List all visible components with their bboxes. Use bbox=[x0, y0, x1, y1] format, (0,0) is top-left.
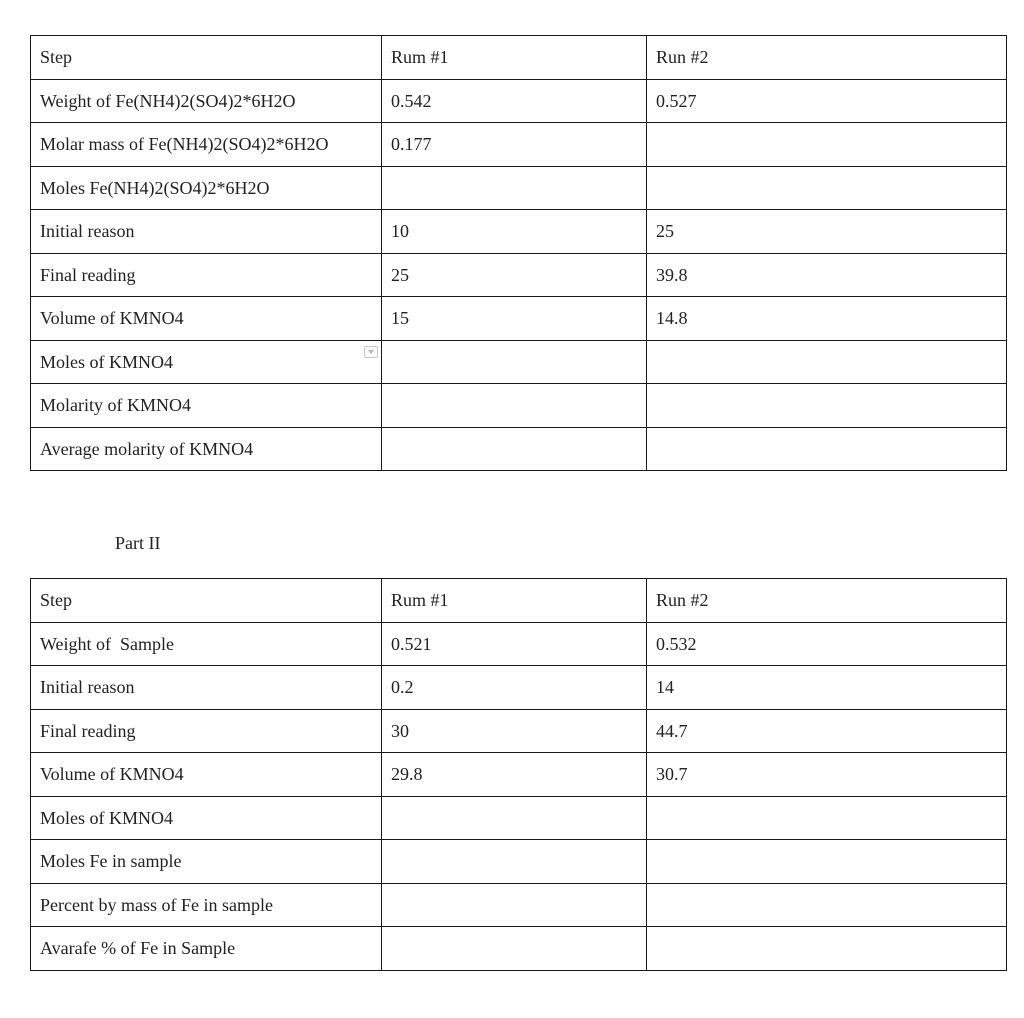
header-run1-cell[interactable]: Rum #1 bbox=[382, 36, 647, 80]
run2-cell[interactable]: 30.7 bbox=[647, 753, 1007, 797]
run2-cell[interactable]: 44.7 bbox=[647, 709, 1007, 753]
table-row bbox=[31, 79, 1007, 123]
step-cell[interactable]: Average molarity of KMNO4 bbox=[31, 427, 382, 471]
table-row bbox=[31, 253, 1007, 297]
table-row bbox=[31, 796, 1007, 840]
cell-dropdown-icon[interactable] bbox=[364, 346, 378, 358]
table-row bbox=[31, 123, 1007, 167]
run2-cell[interactable]: 14.8 bbox=[647, 297, 1007, 341]
run1-cell[interactable]: 0.177 bbox=[382, 123, 647, 167]
run2-cell[interactable] bbox=[647, 883, 1007, 927]
run1-cell[interactable]: 10 bbox=[382, 210, 647, 254]
table-row bbox=[31, 753, 1007, 797]
run2-cell[interactable] bbox=[647, 427, 1007, 471]
header-run1-cell[interactable]: Rum #1 bbox=[382, 579, 647, 623]
run1-cell[interactable]: 15 bbox=[382, 297, 647, 341]
table-row bbox=[31, 340, 1007, 384]
run2-cell[interactable] bbox=[647, 927, 1007, 971]
step-cell[interactable]: Final reading bbox=[31, 253, 382, 297]
step-cell[interactable]: Moles Fe(NH4)2(SO4)2*6H2O bbox=[31, 166, 382, 210]
part1-table bbox=[30, 35, 1007, 471]
table-row bbox=[31, 297, 1007, 341]
run1-cell[interactable] bbox=[382, 340, 647, 384]
run1-cell[interactable]: 25 bbox=[382, 253, 647, 297]
step-cell[interactable]: Moles of KMNO4 bbox=[31, 796, 382, 840]
run2-cell[interactable] bbox=[647, 340, 1007, 384]
part2-heading: Part II bbox=[115, 533, 161, 553]
run2-cell[interactable]: 14 bbox=[647, 666, 1007, 710]
run1-cell[interactable]: 0.2 bbox=[382, 666, 647, 710]
run1-cell[interactable] bbox=[382, 427, 647, 471]
step-cell[interactable]: Molar mass of Fe(NH4)2(SO4)2*6H2O bbox=[31, 123, 382, 167]
step-cell[interactable]: Molarity of KMNO4 bbox=[31, 384, 382, 428]
run1-cell[interactable]: 0.542 bbox=[382, 79, 647, 123]
run1-cell[interactable] bbox=[382, 840, 647, 884]
table-row bbox=[31, 840, 1007, 884]
run2-cell[interactable]: 0.532 bbox=[647, 622, 1007, 666]
run1-cell[interactable]: 30 bbox=[382, 709, 647, 753]
run1-cell[interactable] bbox=[382, 883, 647, 927]
step-cell[interactable]: Weight of Fe(NH4)2(SO4)2*6H2O bbox=[31, 79, 382, 123]
run1-cell[interactable] bbox=[382, 927, 647, 971]
run2-cell[interactable] bbox=[647, 123, 1007, 167]
table-row bbox=[31, 883, 1007, 927]
header-step-cell[interactable]: Step bbox=[31, 36, 382, 80]
table-row bbox=[31, 384, 1007, 428]
step-cell-text: Moles of KMNO4 bbox=[40, 351, 173, 372]
run2-cell[interactable] bbox=[647, 840, 1007, 884]
table-row bbox=[31, 927, 1007, 971]
run1-cell[interactable]: 0.521 bbox=[382, 622, 647, 666]
step-cell[interactable]: Percent by mass of Fe in sample bbox=[31, 883, 382, 927]
table-row bbox=[31, 210, 1007, 254]
run2-cell[interactable] bbox=[647, 166, 1007, 210]
step-cell[interactable] bbox=[31, 340, 382, 384]
run2-cell[interactable]: 39.8 bbox=[647, 253, 1007, 297]
run1-cell[interactable] bbox=[382, 796, 647, 840]
table-header-row bbox=[31, 36, 1007, 80]
step-cell[interactable]: Moles Fe in sample bbox=[31, 840, 382, 884]
table-row bbox=[31, 427, 1007, 471]
step-cell[interactable]: Weight of Sample bbox=[31, 622, 382, 666]
step-cell[interactable]: Initial reason bbox=[31, 666, 382, 710]
run2-cell[interactable]: 25 bbox=[647, 210, 1007, 254]
run1-cell[interactable] bbox=[382, 166, 647, 210]
header-step-cell[interactable]: Step bbox=[31, 579, 382, 623]
run2-cell[interactable] bbox=[647, 384, 1007, 428]
run2-cell[interactable] bbox=[647, 796, 1007, 840]
header-run2-cell[interactable]: Run #2 bbox=[647, 579, 1007, 623]
step-cell[interactable]: Initial reason bbox=[31, 210, 382, 254]
table-row bbox=[31, 666, 1007, 710]
run2-cell[interactable]: 0.527 bbox=[647, 79, 1007, 123]
table-row bbox=[31, 709, 1007, 753]
step-cell[interactable]: Volume of KMNO4 bbox=[31, 753, 382, 797]
step-cell[interactable]: Final reading bbox=[31, 709, 382, 753]
header-run2-cell[interactable]: Run #2 bbox=[647, 36, 1007, 80]
table-row bbox=[31, 622, 1007, 666]
part2-table bbox=[30, 578, 1007, 971]
step-cell[interactable]: Avarafe % of Fe in Sample bbox=[31, 927, 382, 971]
table-header-row bbox=[31, 579, 1007, 623]
run1-cell[interactable] bbox=[382, 384, 647, 428]
table-row bbox=[31, 166, 1007, 210]
run1-cell[interactable]: 29.8 bbox=[382, 753, 647, 797]
step-cell[interactable]: Volume of KMNO4 bbox=[31, 297, 382, 341]
